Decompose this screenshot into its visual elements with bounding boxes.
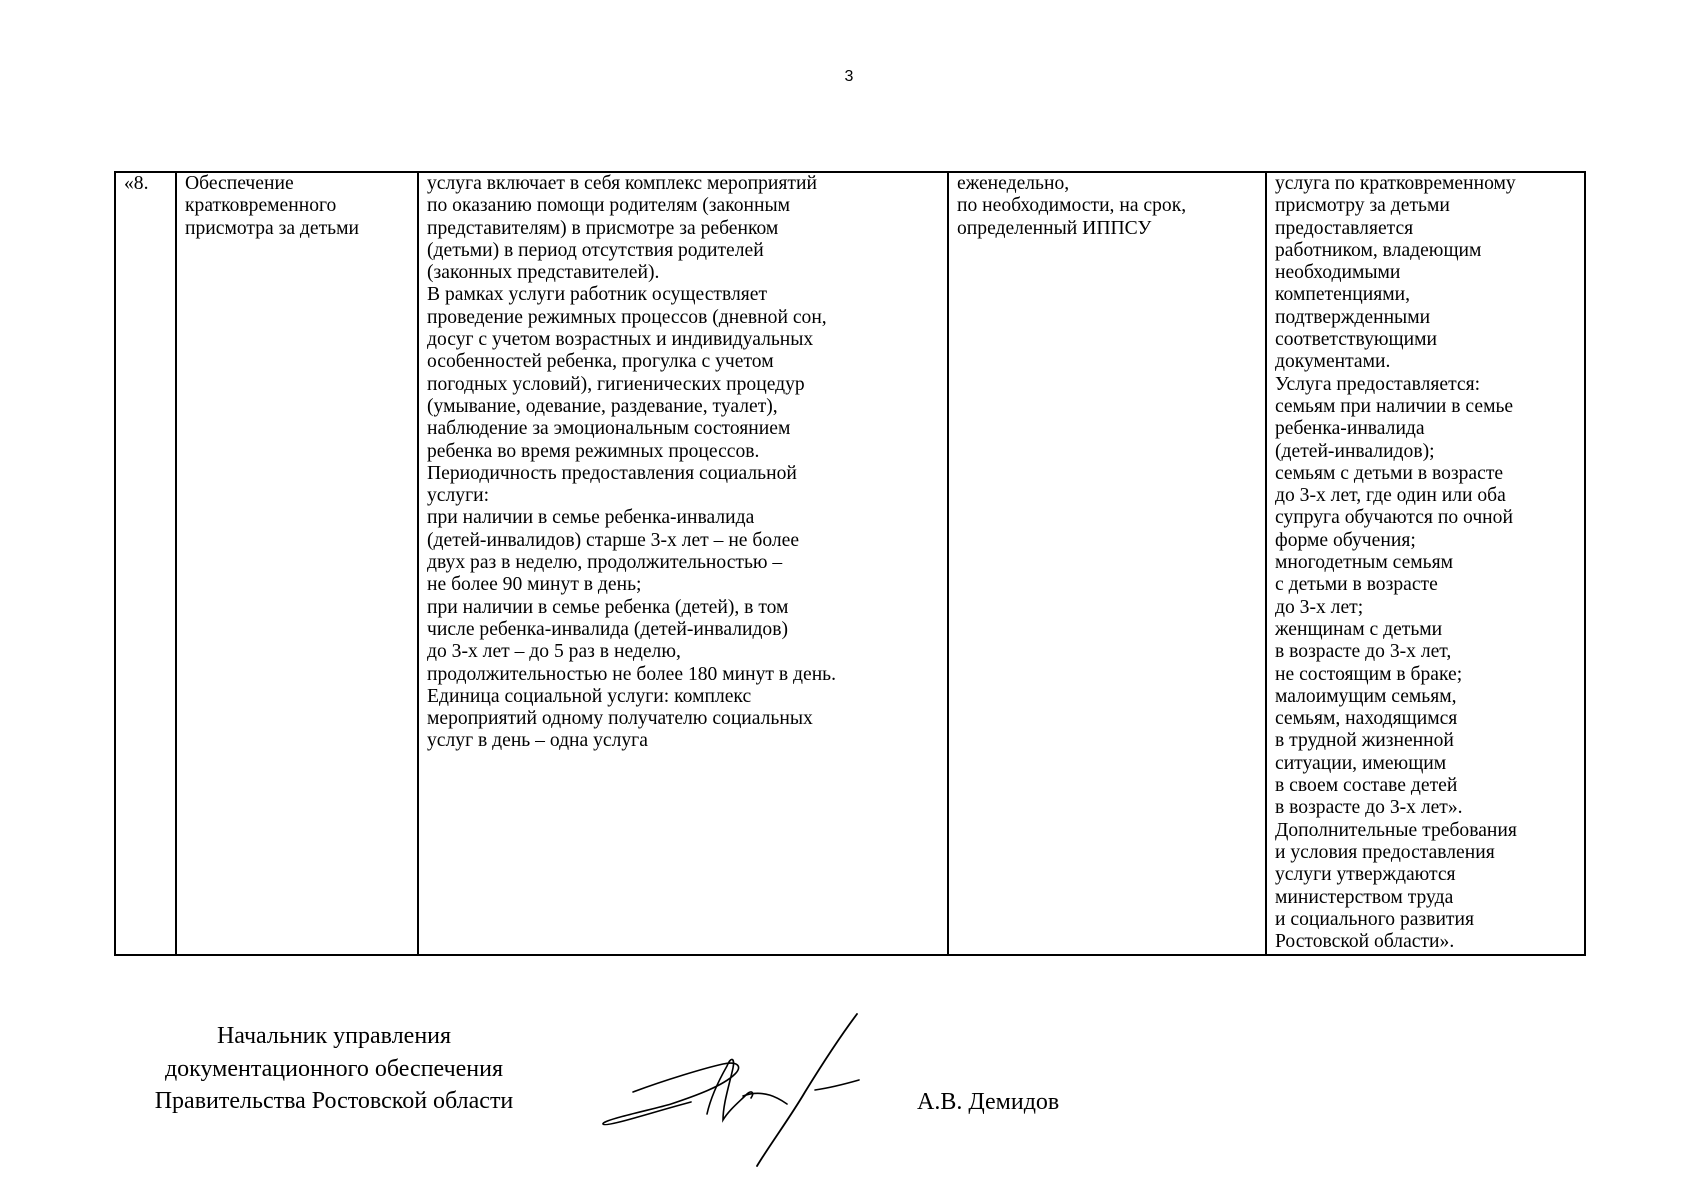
text-line: В рамках услуги работник осуществляет xyxy=(427,284,768,306)
text-line: многодетным семьям xyxy=(1275,552,1454,574)
text-line: Дополнительные требования xyxy=(1275,819,1517,841)
service-name-cell xyxy=(176,172,418,955)
text-line: услуга по кратковременному xyxy=(1275,173,1516,194)
text-line: досуг с учетом возрастных и индивидуальных xyxy=(427,329,814,351)
text-line: (законных представителей). xyxy=(427,262,660,284)
text-line: документами. xyxy=(1275,351,1391,373)
service-description-cell xyxy=(418,172,948,955)
text-line: числе ребенка-инвалида (детей-инвалидов) xyxy=(427,618,789,640)
text-line: семьям с детьми в возрасте xyxy=(1275,462,1504,484)
text-line: семьям при наличии в семье xyxy=(1275,395,1514,417)
text-line: услуг в день – одна услуга xyxy=(427,730,648,752)
text-line: двух раз в неделю, продолжительностью – xyxy=(427,552,783,574)
text-line: с детьми в возрасте xyxy=(1275,574,1438,596)
text-line: Услуга предоставляется: xyxy=(1275,373,1481,395)
text-line: форме обучения; xyxy=(1275,529,1416,551)
text-line: Периодичность предоставления социальной xyxy=(427,462,797,484)
text-line: до 3-х лет – до 5 раз в неделю, xyxy=(427,641,681,663)
text-line: министерством труда xyxy=(1275,886,1454,908)
text-line: проведение режимных процессов (дневной сон, xyxy=(427,306,827,328)
text-line: подтвержденными xyxy=(1275,306,1431,328)
text-line: присмотра за детьми xyxy=(185,217,359,239)
text-line: при наличии в семье ребенка (детей), в том xyxy=(427,596,789,618)
text-line: документационного обеспечения xyxy=(164,1055,504,1082)
text-line: мероприятий одному получателю социальных xyxy=(427,708,813,730)
text-line: (детей-инвалидов); xyxy=(1275,440,1435,462)
text-line: ребенка-инвалида xyxy=(1275,418,1425,440)
text-line: Начальник управления xyxy=(216,1023,452,1049)
text-line: услуга включает в себя комплекс мероприятий xyxy=(427,173,817,194)
services-table xyxy=(114,171,1586,956)
service-description xyxy=(427,173,939,753)
text-line: ситуации, имеющим xyxy=(1275,752,1447,774)
text-line: супруга обучаются по очной xyxy=(1275,507,1513,529)
service-conditions xyxy=(1275,173,1576,953)
signer-position xyxy=(114,1020,554,1118)
text-line: кратковременного xyxy=(185,195,337,217)
text-line: Обеспечение xyxy=(185,173,294,194)
text-line: и условия предоставления xyxy=(1275,841,1495,863)
text-line: до 3-х лет, где один или оба xyxy=(1275,485,1506,507)
text-line: малоимущим семьям, xyxy=(1275,685,1457,707)
text-line: Правительства Ростовской области xyxy=(154,1088,514,1114)
text-line: (умывание, одевание, раздевание, туалет), xyxy=(427,395,778,417)
text-line: по оказанию помощи родителям (законным xyxy=(427,195,791,217)
text-line: услуги: xyxy=(427,485,490,507)
service-periodicity xyxy=(957,173,1257,240)
text-line: не состоящим в браке; xyxy=(1275,663,1463,685)
text-line: и социального развития xyxy=(1275,908,1474,930)
row-number-cell xyxy=(115,172,176,955)
text-line: по необходимости, на срок, xyxy=(957,195,1187,217)
handwritten-signature xyxy=(595,1008,895,1168)
service-periodicity-cell xyxy=(948,172,1266,955)
page-number: 3 xyxy=(844,68,854,85)
text-line: не более 90 минут в день; xyxy=(427,574,642,596)
text-line: до 3-х лет; xyxy=(1275,596,1364,618)
text-line: (детьми) в период отсутствия родителей xyxy=(427,239,764,261)
text-line: присмотру за детьми xyxy=(1275,195,1450,217)
text-line: еженедельно, xyxy=(957,173,1070,194)
text-line: определенный ИППСУ xyxy=(957,217,1152,239)
text-line: наблюдение за эмоциональным состоянием xyxy=(427,418,791,440)
text-line: представителям) в присмотре за ребенком xyxy=(427,217,779,239)
text-line: в возрасте до 3-х лет, xyxy=(1275,641,1452,663)
table-row xyxy=(115,172,1585,955)
text-line: особенностей ребенка, прогулка с учетом xyxy=(427,351,774,373)
text-line: Единица социальной услуги: комплекс xyxy=(427,685,752,707)
text-line: Ростовской области». xyxy=(1275,931,1455,953)
text-line: ребенка во время режимных процессов. xyxy=(427,440,760,462)
text-line: при наличии в семье ребенка-инвалида xyxy=(427,507,755,529)
text-line: в своем составе детей xyxy=(1275,775,1458,797)
text-line: женщинам с детьми xyxy=(1275,618,1443,640)
text-line: предоставляется xyxy=(1275,217,1414,239)
text-line: необходимыми xyxy=(1275,262,1401,284)
service-conditions-cell xyxy=(1266,172,1585,955)
text-line: в возрасте до 3-х лет». xyxy=(1275,797,1463,819)
text-line: семьям, находящимся xyxy=(1275,708,1458,730)
text-line: компетенциями, xyxy=(1275,284,1411,306)
text-line: продолжительностью не более 180 минут в день. xyxy=(427,663,837,685)
text-line: в трудной жизненной xyxy=(1275,730,1454,752)
row-number: «8. xyxy=(124,173,149,194)
service-name xyxy=(185,173,409,240)
text-line: услуги утверждаются xyxy=(1275,864,1456,886)
text-line: погодных условий), гигиенических процедур xyxy=(427,373,805,395)
signer-name: А.В. Демидов xyxy=(917,1089,1060,1115)
text-line: соответствующими xyxy=(1275,329,1437,351)
text-line: (детей-инвалидов) старше 3-х лет – не более xyxy=(427,529,800,551)
text-line: работником, владеющим xyxy=(1275,239,1482,261)
